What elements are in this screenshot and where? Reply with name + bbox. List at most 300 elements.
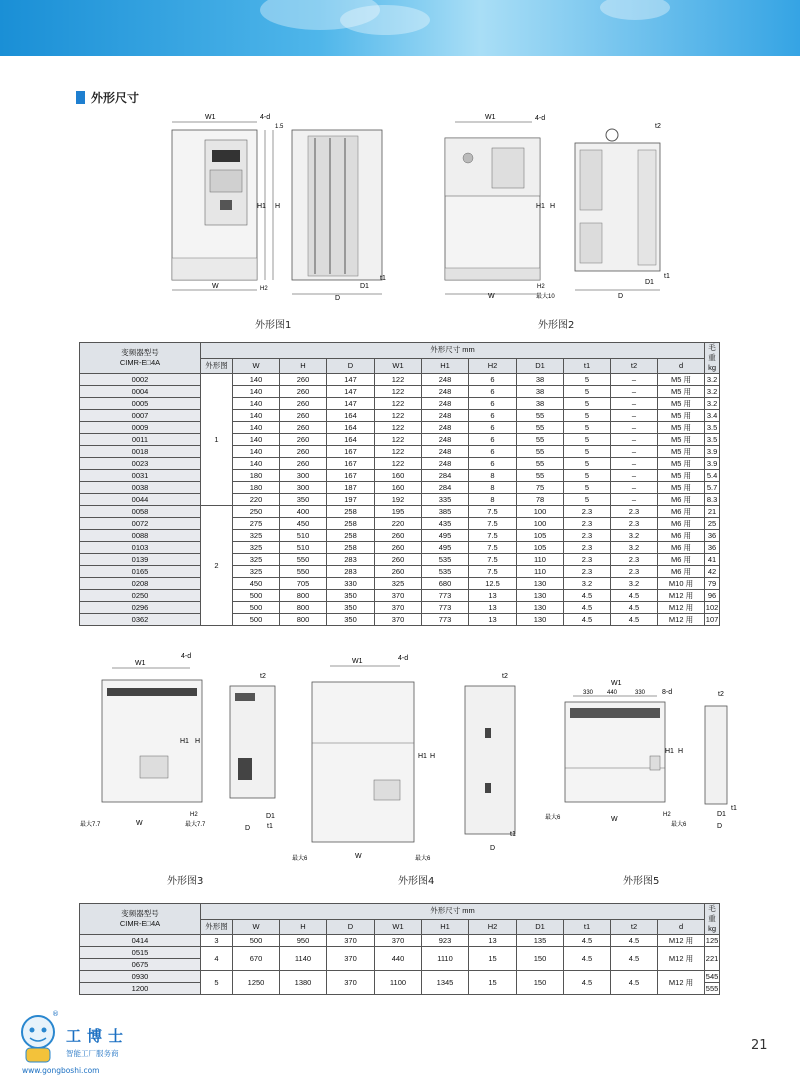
t2-h: 1140: [280, 947, 327, 971]
label-4d-fig3: 4-d: [181, 653, 192, 660]
header-dd-t2: d: [658, 919, 705, 935]
t2-h1: 1345: [422, 971, 469, 995]
cell-d1: 75: [517, 482, 564, 494]
label-d-fig2: D: [618, 293, 624, 300]
label-d1-fig2: D1: [645, 279, 654, 286]
cell-d: 197: [327, 494, 375, 506]
cell-d1: 130: [517, 614, 564, 626]
cell-model: 0038: [80, 482, 201, 494]
label-1-5: 1.5: [275, 124, 284, 130]
label-4d-fig4: 4-d: [398, 655, 409, 662]
cell-d: 167: [327, 470, 375, 482]
cell-weight: 3.9: [705, 446, 720, 458]
label-w1-fig2: W1: [485, 114, 496, 121]
cell-h2: 7.5: [469, 530, 517, 542]
t2-t2: 4.5: [611, 935, 658, 947]
table-row: [80, 518, 720, 530]
label-4d: 4-d: [260, 114, 271, 121]
label-d-fig4: D: [490, 845, 496, 852]
cell-d: 164: [327, 410, 375, 422]
cell-dd: M5 用: [658, 386, 705, 398]
cell-weight: 42: [705, 566, 720, 578]
cell-w1: 260: [375, 554, 422, 566]
figure-4-drawing: [290, 648, 530, 868]
label-w-fig5: W: [611, 816, 618, 823]
table-row: [80, 530, 720, 542]
header-model-line1: 变频器型号: [121, 348, 159, 357]
cell-w1: 195: [375, 506, 422, 518]
cell-t1: 5: [564, 386, 611, 398]
cell-w: 140: [233, 434, 280, 446]
label-w1: W1: [205, 114, 216, 121]
cell-h: 510: [280, 542, 327, 554]
cell-h2: 8: [469, 494, 517, 506]
label-h2-fig2: H2: [537, 284, 545, 290]
cell-model: 0031: [80, 470, 201, 482]
label-max6-right: 最大6: [415, 856, 431, 862]
cell-t2: –: [611, 482, 658, 494]
cell-w: 325: [233, 554, 280, 566]
header-weight-line1: 毛重: [708, 343, 716, 362]
label-d: D: [335, 295, 341, 302]
label-t1-fig2: t1: [664, 273, 670, 280]
header-w: W: [233, 358, 280, 374]
cell-d1: 55: [517, 410, 564, 422]
cell-h1: 535: [422, 554, 469, 566]
cell-model: 0250: [80, 590, 201, 602]
cell-h: 800: [280, 590, 327, 602]
cell-model: 0011: [80, 434, 201, 446]
table-row: [80, 422, 720, 434]
header-t1: t1: [564, 358, 611, 374]
banner-cloud: [600, 0, 670, 20]
cell-d1: 55: [517, 446, 564, 458]
cell-h1: 248: [422, 374, 469, 386]
cell-dd: M6 用: [658, 506, 705, 518]
cell-t2: –: [611, 410, 658, 422]
label-h-fig4: H: [430, 753, 436, 760]
cell-w: 250: [233, 506, 280, 518]
cell-model: 0088: [80, 530, 201, 542]
table-row: [80, 554, 720, 566]
cell-h: 260: [280, 434, 327, 446]
cell-weight: 41: [705, 554, 720, 566]
cell-h1: 248: [422, 434, 469, 446]
t2-fig: 4: [201, 947, 233, 971]
cell-h1: 680: [422, 578, 469, 590]
header-t1-t2: t1: [564, 919, 611, 935]
cell-w1: 122: [375, 386, 422, 398]
label-d1: D1: [360, 283, 369, 290]
cell-weight: 3.4: [705, 410, 720, 422]
cell-d: 258: [327, 518, 375, 530]
label-t2-fig4: t2: [502, 673, 508, 680]
cell-t1: 5: [564, 446, 611, 458]
header-h1: H1: [422, 358, 469, 374]
table-row: [80, 614, 720, 626]
table-row: [80, 506, 720, 518]
label-t1: t1: [380, 275, 386, 282]
t2-d1: 150: [517, 947, 564, 971]
table-row: [80, 470, 720, 482]
cell-d1: 55: [517, 434, 564, 446]
cell-t2: –: [611, 398, 658, 410]
header-weight: [705, 343, 720, 374]
header-d-t2: D: [327, 919, 375, 935]
header-weight-line2: kg: [708, 363, 716, 372]
table-row: [80, 566, 720, 578]
cell-h1: 435: [422, 518, 469, 530]
t2-h2: 13: [469, 935, 517, 947]
cell-h: 300: [280, 482, 327, 494]
cell-d1: 100: [517, 518, 564, 530]
cell-w1: 122: [375, 410, 422, 422]
label-w-fig4: W: [355, 853, 362, 860]
cell-model: 0208: [80, 578, 201, 590]
cell-t2: 3.2: [611, 542, 658, 554]
cell-model: 0072: [80, 518, 201, 530]
cell-t1: 4.5: [564, 602, 611, 614]
cell-h1: 284: [422, 482, 469, 494]
page-number: 21: [751, 1038, 768, 1053]
cell-t2: –: [611, 446, 658, 458]
cell-model: 0004: [80, 386, 201, 398]
cell-dd: M6 用: [658, 542, 705, 554]
section-marker: [76, 91, 85, 104]
cell-t1: 4.5: [564, 614, 611, 626]
cell-model: 0296: [80, 602, 201, 614]
cell-w: 500: [233, 590, 280, 602]
cell-h: 260: [280, 410, 327, 422]
header-h1-t2: H1: [422, 919, 469, 935]
t2-d1: 150: [517, 971, 564, 995]
label-max10: 最大10: [536, 294, 555, 300]
t2-weight: 545: [705, 971, 719, 981]
header-fig-t2: 外形图: [201, 919, 233, 935]
t2-fig: 3: [201, 935, 233, 947]
header-d1: D1: [517, 358, 564, 374]
cell-d: 258: [327, 542, 375, 554]
t2-fig: 5: [201, 971, 233, 995]
cell-d: 164: [327, 434, 375, 446]
cell-w1: 122: [375, 398, 422, 410]
cell-weight: 25: [705, 518, 720, 530]
header-d1-t2: D1: [517, 919, 564, 935]
cell-d: 147: [327, 398, 375, 410]
section-title-text: 外形尺寸: [91, 91, 140, 105]
cell-model: 0165: [80, 566, 201, 578]
label-8d: 8-d: [662, 689, 673, 696]
cell-w: 180: [233, 470, 280, 482]
header-h-t2: H: [280, 919, 327, 935]
t2-weight: 221: [705, 947, 720, 971]
cell-dd: M12 用: [658, 590, 705, 602]
cell-d1: 105: [517, 542, 564, 554]
cell-d: 350: [327, 614, 375, 626]
label-w: W: [212, 283, 219, 290]
cell-t2: 2.3: [611, 554, 658, 566]
cell-weight: 21: [705, 506, 720, 518]
header-w1-t2: W1: [375, 919, 422, 935]
table-row: [80, 590, 720, 602]
cell-h: 260: [280, 374, 327, 386]
label-h-fig5: H: [678, 748, 684, 755]
cell-h: 800: [280, 602, 327, 614]
cell-h: 300: [280, 470, 327, 482]
cell-fig: 2: [201, 506, 233, 626]
cell-dd: M5 用: [658, 434, 705, 446]
cell-t2: –: [611, 494, 658, 506]
cell-h2: 6: [469, 398, 517, 410]
cell-dd: M10 用: [658, 578, 705, 590]
cell-h2: 6: [469, 410, 517, 422]
cell-w1: 260: [375, 566, 422, 578]
cell-d: 258: [327, 530, 375, 542]
t2-w: 500: [233, 935, 280, 947]
cell-h1: 773: [422, 614, 469, 626]
cell-weight: 8.3: [705, 494, 720, 506]
cell-t2: 2.3: [611, 566, 658, 578]
cell-w: 325: [233, 566, 280, 578]
cell-d: 167: [327, 458, 375, 470]
figure-3-caption: 外形图3: [167, 876, 204, 887]
cell-t1: 3.2: [564, 578, 611, 590]
label-h2-fig3: H2: [190, 812, 198, 818]
header-t2: t2: [611, 358, 658, 374]
logo-slogan: 智能工厂服务商: [66, 1049, 119, 1058]
t2-t1: 4.5: [564, 947, 611, 971]
t2-w: 1250: [233, 971, 280, 995]
cell-w: 180: [233, 482, 280, 494]
cell-dd: M6 用: [658, 530, 705, 542]
cell-t1: 5: [564, 470, 611, 482]
label-max6-left: 最大6: [292, 856, 308, 862]
label-d1-fig5: D1: [717, 811, 726, 818]
cell-h1: 284: [422, 470, 469, 482]
cell-model: 0362: [80, 614, 201, 626]
t2-w1: 440: [375, 947, 422, 971]
label-h1-fig4: H1: [418, 753, 427, 760]
cell-d1: 78: [517, 494, 564, 506]
cell-w1: 325: [375, 578, 422, 590]
registered-mark: ®: [52, 1010, 59, 1018]
cell-d: 330: [327, 578, 375, 590]
cell-h: 260: [280, 422, 327, 434]
cell-h: 350: [280, 494, 327, 506]
t2-t2: 4.5: [611, 947, 658, 971]
cell-h2: 6: [469, 458, 517, 470]
cell-h: 705: [280, 578, 327, 590]
header-dims-group-t2: 外形尺寸 mm: [201, 904, 705, 920]
cell-dd: M6 用: [658, 554, 705, 566]
cell-t1: 5: [564, 410, 611, 422]
cell-t1: 2.3: [564, 518, 611, 530]
header-model-t2: [80, 904, 201, 935]
cell-w: 450: [233, 578, 280, 590]
cell-t1: 5: [564, 458, 611, 470]
header-model-line2-t2: CIMR-E□4A: [119, 919, 161, 928]
cell-h2: 7.5: [469, 542, 517, 554]
cell-h: 800: [280, 614, 327, 626]
header-model-line1-t2: 变频器型号: [121, 909, 159, 918]
cell-h1: 535: [422, 566, 469, 578]
cell-h2: 6: [469, 422, 517, 434]
header-w1: W1: [375, 358, 422, 374]
cell-h2: 6: [469, 386, 517, 398]
label-t2-fig5: t2: [718, 691, 724, 698]
cell-t2: –: [611, 374, 658, 386]
section-title: [76, 89, 139, 106]
t2-d1: 135: [517, 935, 564, 947]
cell-h: 400: [280, 506, 327, 518]
cell-d: 258: [327, 506, 375, 518]
cell-weight: 36: [705, 542, 720, 554]
cell-w1: 370: [375, 602, 422, 614]
cell-t1: 2.3: [564, 530, 611, 542]
cell-t1: 5: [564, 494, 611, 506]
cell-model: 0139: [80, 554, 201, 566]
label-t1-fig5: t1: [731, 805, 737, 812]
figure-5-drawing: [545, 678, 790, 838]
cell-weight: 3.5: [705, 434, 720, 446]
cell-h1: 248: [422, 386, 469, 398]
cell-w: 140: [233, 398, 280, 410]
cell-t2: –: [611, 434, 658, 446]
label-t1-fig3: t1: [267, 823, 273, 830]
cell-dd: M5 用: [658, 410, 705, 422]
label-d-fig3: D: [245, 825, 251, 832]
cell-dd: M5 用: [658, 482, 705, 494]
cell-h: 510: [280, 530, 327, 542]
cell-t2: 4.5: [611, 602, 658, 614]
cell-t1: 4.5: [564, 590, 611, 602]
cell-d1: 100: [517, 506, 564, 518]
table-row: [80, 458, 720, 470]
cell-dd: M6 用: [658, 518, 705, 530]
cell-t2: 4.5: [611, 614, 658, 626]
t2-dd: M12 用: [658, 935, 705, 947]
t2-h1: 1110: [422, 947, 469, 971]
cell-w1: 160: [375, 482, 422, 494]
t2-h: 1380: [280, 971, 327, 995]
label-w1-fig3: W1: [135, 660, 146, 667]
label-h-fig2: H: [550, 203, 556, 210]
t2-h: 950: [280, 935, 327, 947]
cell-dd: M6 用: [658, 566, 705, 578]
cell-weight: 96: [705, 590, 720, 602]
cell-h: 260: [280, 458, 327, 470]
cell-model: 0007: [80, 410, 201, 422]
cell-d: 283: [327, 566, 375, 578]
cell-d1: 55: [517, 470, 564, 482]
table-row: [80, 494, 720, 506]
label-330-left: 330: [583, 690, 594, 696]
cell-w: 140: [233, 446, 280, 458]
cell-h2: 12.5: [469, 578, 517, 590]
label-w1-fig4: W1: [352, 658, 363, 665]
table-row: [80, 386, 720, 398]
header-w-t2: W: [233, 919, 280, 935]
label-h1-fig3: H1: [180, 738, 189, 745]
t2-model-0515: 0515: [80, 947, 201, 959]
label-max6-left-fig5: 最大6: [545, 815, 561, 821]
t2-weight: 555: [705, 983, 719, 993]
cell-w1: 122: [375, 446, 422, 458]
cell-t1: 5: [564, 422, 611, 434]
header-d: D: [327, 358, 375, 374]
cell-h2: 6: [469, 434, 517, 446]
cell-h2: 8: [469, 482, 517, 494]
dimension-table-1: [79, 342, 720, 626]
cell-d: 147: [327, 386, 375, 398]
t2-t2: 4.5: [611, 971, 658, 995]
label-h: H: [275, 203, 281, 210]
label-d-fig5: D: [717, 823, 723, 830]
label-t1-fig4: t1: [510, 831, 516, 838]
cell-w: 140: [233, 410, 280, 422]
cell-d1: 110: [517, 566, 564, 578]
table-row: [80, 434, 720, 446]
label-t2-fig3: t2: [260, 673, 266, 680]
cell-h2: 7.5: [469, 566, 517, 578]
cell-model: 0005: [80, 398, 201, 410]
label-max77-left: 最大7.7: [80, 822, 101, 828]
cell-t1: 2.3: [564, 542, 611, 554]
header-model: [80, 343, 201, 374]
label-h2-fig5: H2: [663, 812, 671, 818]
cell-h1: 248: [422, 458, 469, 470]
cell-weight: 107: [705, 614, 719, 624]
cell-dd: M6 用: [658, 494, 705, 506]
header-banner: [0, 0, 800, 56]
cell-w1: 370: [375, 590, 422, 602]
cell-t1: 5: [564, 434, 611, 446]
t2-h1: 923: [422, 935, 469, 947]
cell-weight: 3.9: [705, 458, 720, 470]
figure-1-drawing: [160, 108, 400, 308]
cell-d: 350: [327, 602, 375, 614]
logo-brand-text: 工博士: [66, 1027, 130, 1045]
cell-dd: M5 用: [658, 470, 705, 482]
cell-weight: 36: [705, 530, 720, 542]
header-h2: H2: [469, 358, 517, 374]
cell-d: 350: [327, 590, 375, 602]
header-t2-t2: t2: [611, 919, 658, 935]
header-weight-line1-t2: 毛重: [708, 904, 716, 923]
cell-t2: 2.3: [611, 506, 658, 518]
mascot-icon: [14, 1010, 66, 1066]
t2-dd: M12 用: [658, 947, 705, 971]
cell-d1: 38: [517, 374, 564, 386]
cell-weight: 3.5: [705, 422, 720, 434]
cell-d1: 38: [517, 398, 564, 410]
t2-model-1200: 1200: [80, 983, 201, 995]
cell-d: 187: [327, 482, 375, 494]
cell-model: 0009: [80, 422, 201, 434]
label-t2-fig2: t2: [655, 123, 661, 130]
cell-d1: 105: [517, 530, 564, 542]
cell-d1: 55: [517, 458, 564, 470]
t2-h2: 15: [469, 971, 517, 995]
table-row: [80, 602, 720, 614]
cell-t1: 2.3: [564, 554, 611, 566]
cell-h1: 248: [422, 422, 469, 434]
cell-t2: –: [611, 422, 658, 434]
cell-w: 275: [233, 518, 280, 530]
cell-weight: 3.2: [705, 374, 720, 386]
cell-w: 140: [233, 422, 280, 434]
figure-2-caption: 外形图2: [538, 320, 575, 331]
